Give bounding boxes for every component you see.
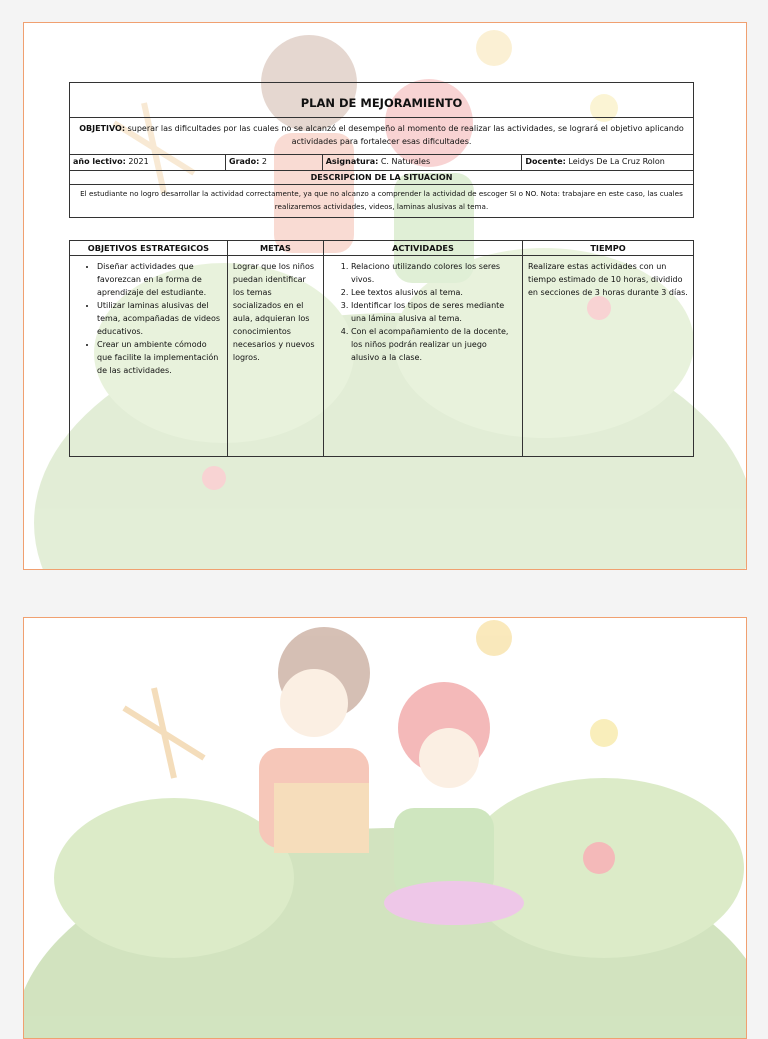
year-value: 2021 — [128, 157, 149, 166]
year-label: año lectivo: — [73, 157, 126, 166]
objectives-header: OBJETIVOS ESTRATEGICOS — [70, 241, 228, 256]
goals-cell: Lograr que los niños puedan identificar los temas socializados en el aula, adquieran los conocimientos necesarios y nuevos logros. — [227, 256, 323, 457]
time-header: TIEMPO — [523, 241, 694, 256]
situation-text: El estudiante no logro desarrollar la actividad correctamente, ya que no alcanzo a comprender la actividad de escoger SI o NO. Nota: trabajare en este caso, las cuales realizaremos actividades, videos, laminas alusivas al tema. — [70, 185, 694, 218]
list-item: 1. Relaciono utilizando colores los seres vivos. — [351, 260, 517, 286]
teacher-value: Leidys De La Cruz Rolon — [568, 157, 665, 166]
children-reading-illustration — [24, 618, 746, 1038]
time-cell: Realizare estas actividades con un tiempo estimado de 10 horas, dividido en secciones de 3 horas durante 3 días. — [523, 256, 694, 457]
objective-label: OBJETIVO: — [79, 124, 126, 133]
teacher-cell — [522, 155, 694, 171]
objectives-cell — [70, 256, 228, 457]
subject-cell — [322, 155, 522, 171]
improvement-plan-document — [69, 82, 694, 457]
strategy-table — [69, 240, 694, 457]
plan-header-table — [69, 82, 694, 218]
document-page-1 — [23, 22, 747, 570]
activities-cell — [323, 256, 522, 457]
list-item: 2. Lee textos alusivos al tema. — [351, 286, 517, 299]
document-page-2 — [23, 617, 747, 1039]
year-cell — [70, 155, 226, 171]
objectives-list — [75, 260, 222, 377]
teacher-label: Docente: — [525, 157, 566, 166]
list-item: 3. Identificar los tipos de seres mediante una lámina alusiva al tema. — [351, 299, 517, 325]
list-item: • Utilizar laminas alusivas del tema, acompañadas de videos educativos. — [97, 299, 222, 338]
grade-cell — [226, 155, 323, 171]
objective-cell — [70, 118, 694, 155]
goals-header: METAS — [227, 241, 323, 256]
situation-header: DESCRIPCION DE LA SITUACION — [70, 171, 694, 185]
grade-value: 2 — [261, 157, 267, 166]
activities-header: ACTIVIDADES — [323, 241, 522, 256]
subject-value: C. Naturales — [380, 157, 431, 166]
document-title: PLAN DE MEJORAMIENTO — [70, 83, 694, 118]
list-item: 4. Con el acompañamiento de la docente, los niños podrán realizar un juego alusivo a la clase. — [351, 325, 517, 364]
list-item: • Diseñar actividades que favorezcan en la forma de aprendizaje del estudiante. — [97, 260, 222, 299]
subject-label: Asignatura: — [325, 157, 379, 166]
objective-text: superar las dificultades por las cuales no se alcanzó el desempeño al momento de realizar las actividades, se logrará el objetivo aplicando actividades para fortalecer esas dificultades. — [127, 124, 684, 146]
grade-label: Grado: — [229, 157, 260, 166]
activities-list — [329, 260, 517, 364]
list-item: • Crear un ambiente cómodo que facilite la implementación de las actividades. — [97, 338, 222, 377]
